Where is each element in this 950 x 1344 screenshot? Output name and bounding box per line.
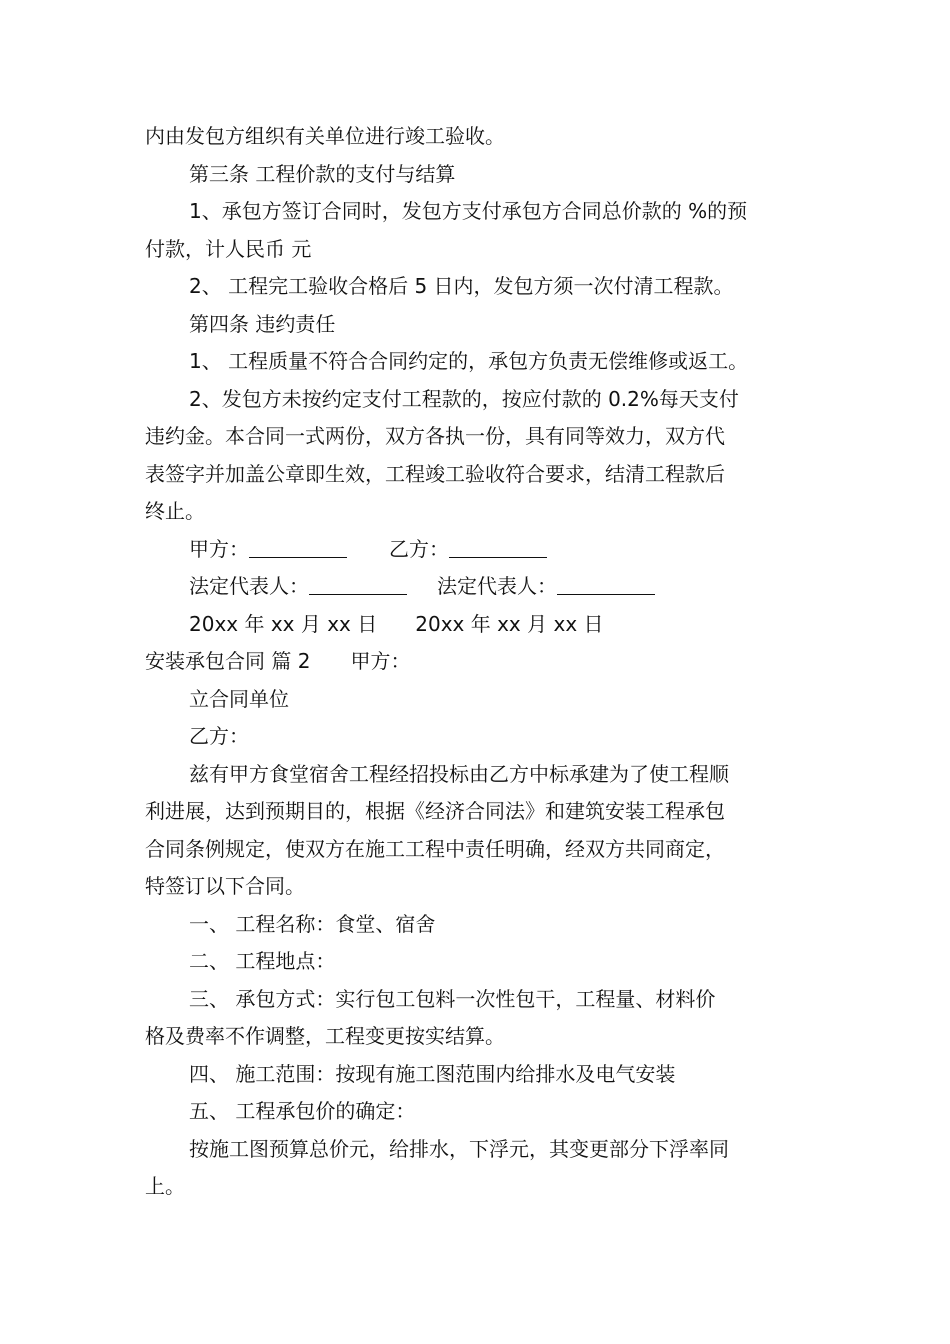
text-line: 内由发包方组织有关单位进行竣工验收。 xyxy=(145,124,505,148)
signature-rep-row xyxy=(145,568,810,606)
rep-a-blank xyxy=(309,572,407,595)
text-line: 四、 施工范围：按现有施工图范围内给排水及电气安装 xyxy=(189,1061,676,1086)
text-line: 二、 工程地点： xyxy=(189,949,336,973)
text-line: 表签字并加盖公章即生效，工程竣工验收符合要求，结清工程款后 xyxy=(145,461,725,486)
text-line: 利进展，达到预期目的，根据《经济合同法》和建筑安装工程承包 xyxy=(145,799,725,823)
text-line: 违约金。本合同一式两份，双方各执一份，具有同等效力，双方代 xyxy=(145,424,725,448)
text-line: 2、发包方未按约定支付工程款的，按应付款的 0.2%每天支付 xyxy=(189,386,739,411)
party-a-label: 甲方： xyxy=(189,536,249,561)
signature-date-row xyxy=(145,606,810,644)
document-body xyxy=(145,118,810,1206)
text-line: 终止。 xyxy=(145,499,205,523)
text-line: 立合同单位 xyxy=(189,686,289,711)
party-a-blank xyxy=(249,535,347,558)
date-a: 20xx 年 xx 月 xx 日 xyxy=(189,611,378,636)
signature-party-row xyxy=(145,531,810,569)
clause-heading: 第四条 违约责任 xyxy=(189,311,336,336)
text-line: 合同条例规定，使双方在施工工程中责任明确，经双方共同商定， xyxy=(145,836,725,861)
text-line: 1、承包方签订合同时，发包方支付承包方合同总价款的 %的预 xyxy=(189,199,748,223)
text-line: 兹有甲方食堂宿舍工程经招投标由乙方中标承建为了使工程顺 xyxy=(189,761,729,786)
text-line: 格及费率不作调整，工程变更按实结算。 xyxy=(145,1024,505,1048)
rep-b-label: 法定代表人： xyxy=(437,574,557,598)
party-b-label: 乙方： xyxy=(389,536,449,561)
text-line: 上。 xyxy=(145,1174,185,1198)
text-line: 付款，计人民币 元 xyxy=(145,236,312,261)
rep-b-blank xyxy=(557,572,655,595)
text-line: 五、 工程承包价的确定： xyxy=(189,1099,416,1123)
clause-heading: 第三条 工程价款的支付与结算 xyxy=(189,161,456,186)
text-line: 1、 工程质量不符合合同约定的，承包方负责无偿维修或返工。 xyxy=(189,349,749,373)
date-b: 20xx 年 xx 月 xx 日 xyxy=(415,611,604,636)
section-party-a: 甲方： xyxy=(350,649,411,673)
text-line: 三、 承包方式：实行包工包料一次性包干，工程量、材料价 xyxy=(189,986,716,1011)
text-line: 一、 工程名称：食堂、宿舍 xyxy=(189,911,436,936)
section-title-row xyxy=(145,643,810,681)
text-line: 特签订以下合同。 xyxy=(145,874,305,898)
section-title: 安装承包合同 篇 2 xyxy=(145,649,311,673)
text-line: 2、 工程完工验收合格后 5 日内，发包方须一次付清工程款。 xyxy=(189,274,734,298)
rep-a-label: 法定代表人： xyxy=(189,574,309,598)
text-line: 按施工图预算总价元，给排水，下浮元，其变更部分下浮率同 xyxy=(189,1136,729,1161)
text-line: 乙方： xyxy=(189,724,249,748)
party-b-blank xyxy=(449,535,547,558)
